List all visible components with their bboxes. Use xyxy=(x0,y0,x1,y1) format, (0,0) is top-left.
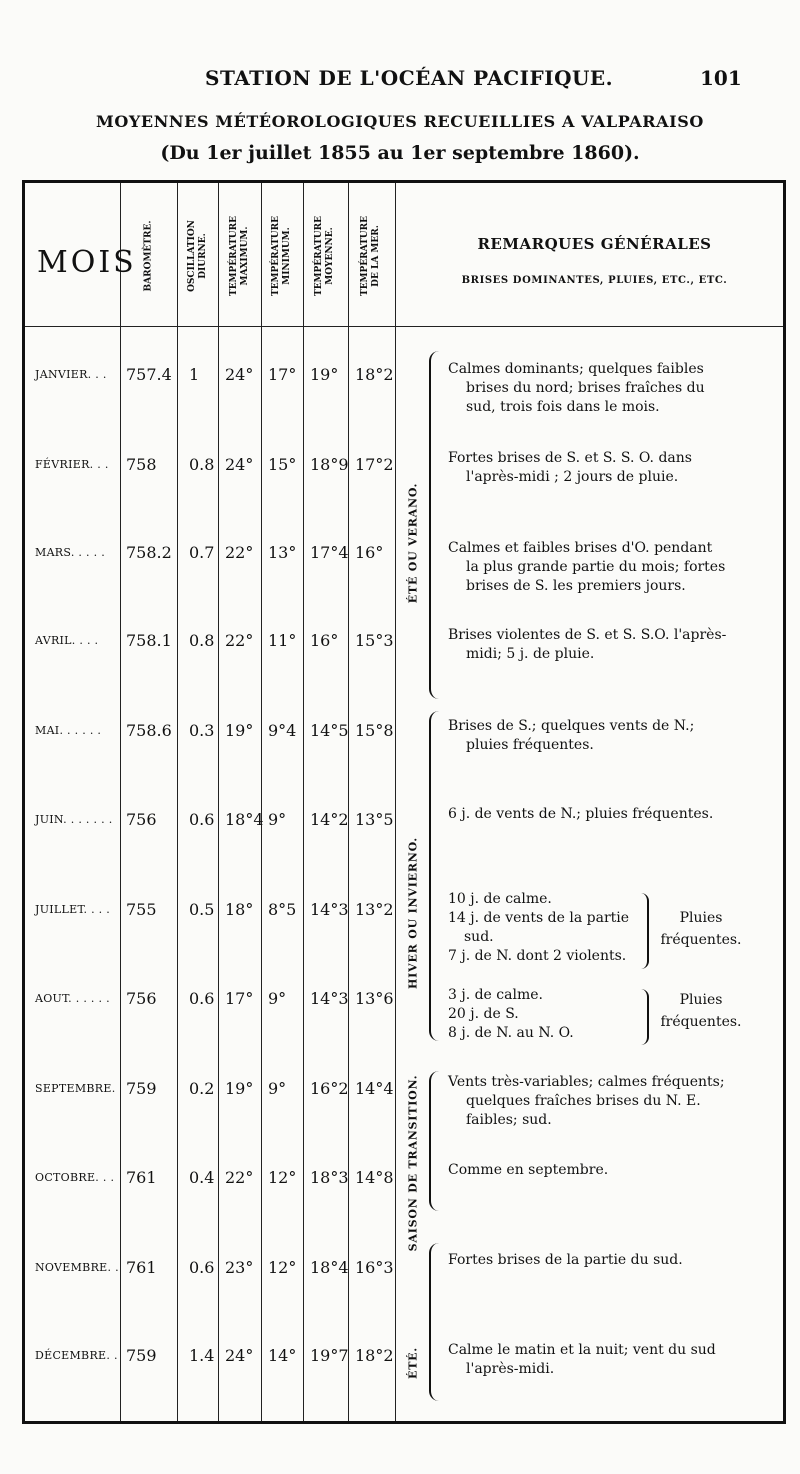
temp-moy-cell: 14°5 xyxy=(310,721,349,740)
temp-moy-cell: 17°4 xyxy=(310,543,349,562)
remark-aout-pluies: Pluies fréquentes. xyxy=(660,992,742,1030)
month-cell: MAI. . . . . . xyxy=(35,724,102,737)
temp-moy-cell: 18°9 xyxy=(310,455,349,474)
oscillation-cell: 0.7 xyxy=(189,543,215,562)
temp-min-cell: 14° xyxy=(268,1346,297,1365)
remark-juillet-pluies: Pluies fréquentes. xyxy=(660,910,742,948)
oscillation-cell: 1 xyxy=(189,365,200,384)
season-transition: SAISON DE TRANSITION. xyxy=(406,1074,420,1252)
temp-max-cell: 22° xyxy=(225,543,254,562)
temp-mer-cell: 16°3 xyxy=(355,1258,394,1277)
month-cell: JUILLET. . . . xyxy=(35,903,111,916)
rain-brace xyxy=(637,893,649,969)
running-title: STATION DE L'OCÉAN PACIFIQUE. xyxy=(205,66,614,90)
month-cell: JUIN. . . . . . . xyxy=(35,813,113,826)
oscillation-cell: 0.3 xyxy=(189,721,215,740)
temp-max-cell: 22° xyxy=(225,1168,254,1187)
oscillation-cell: 0.4 xyxy=(189,1168,215,1187)
barometre-cell: 757.4 xyxy=(126,365,172,384)
remarks-header: REMARQUES GÉNÉRALES xyxy=(477,235,712,253)
oscillation-header: OSCILLATION DIURNE. xyxy=(187,219,208,292)
page-number: 101 xyxy=(700,66,742,90)
temp-min-cell: 12° xyxy=(268,1168,297,1187)
rain-brace xyxy=(637,989,649,1045)
month-cell: SEPTEMBRE. xyxy=(35,1082,116,1095)
oscillation-cell: 0.2 xyxy=(189,1079,215,1098)
temp-moy-cell: 19° xyxy=(310,365,339,384)
table-subtitle: (Du 1er juillet 1855 au 1er septembre 1860). xyxy=(160,142,640,164)
oscillation-cell: 0.8 xyxy=(189,455,215,474)
header-rule xyxy=(25,326,783,327)
temp-mer-cell: 13°5 xyxy=(355,810,394,829)
temp-min-cell: 8°5 xyxy=(268,900,297,919)
remark-decembre: Calme le matin et la nuit; vent du sud l'après-midi. xyxy=(448,1342,716,1377)
temp-min-cell: 13° xyxy=(268,543,297,562)
oscillation-cell: 0.6 xyxy=(189,810,215,829)
temp-mer-cell: 13°6 xyxy=(355,989,394,1008)
barometre-cell: 761 xyxy=(126,1258,157,1277)
temp-mer-cell: 18°2 xyxy=(355,365,394,384)
month-cell: FÉVRIER. . . xyxy=(35,458,109,471)
temp-min-cell: 9° xyxy=(268,989,287,1008)
barometre-header: BAROMÈTRE. xyxy=(143,220,154,291)
remark-fevrier: Fortes brises de S. et S. S. O. dans l'après-midi ; 2 jours de pluie. xyxy=(448,450,692,485)
season-brace xyxy=(429,351,441,699)
remark-janvier: Calmes dominants; quelques faibles brises du nord; brises fraîches du sud, trois fois dans le mois. xyxy=(448,361,705,415)
temp-mer-cell: 18°2 xyxy=(355,1346,394,1365)
temp-min-cell: 9° xyxy=(268,810,287,829)
temp-max-cell: 19° xyxy=(225,1079,254,1098)
temp-min-cell: 15° xyxy=(268,455,297,474)
remark-juillet: 10 j. de calme. 14 j. de vents de la partie sud. 7 j. de N. dont 2 violents. xyxy=(448,891,630,964)
temp-max-cell: 17° xyxy=(225,989,254,1008)
temp-max-cell: 18° xyxy=(225,900,254,919)
temp-moy-cell: 14°3 xyxy=(310,900,349,919)
barometre-cell: 759 xyxy=(126,1079,157,1098)
temp-moy-cell: 14°3 xyxy=(310,989,349,1008)
month-cell: AVRIL. . . . xyxy=(35,634,99,647)
month-cell: JANVIER. . . xyxy=(35,368,107,381)
temp-moy-header: TEMPÉRATURE MOYENNE. xyxy=(314,215,335,296)
temp-max-cell: 19° xyxy=(225,721,254,740)
season-brace xyxy=(429,1243,441,1401)
remark-novembre: Fortes brises de la partie du sud. xyxy=(448,1252,683,1268)
barometre-cell: 758 xyxy=(126,455,157,474)
temp-mer-cell: 15°8 xyxy=(355,721,394,740)
page-header xyxy=(0,66,800,96)
temp-moy-cell: 19°7 xyxy=(310,1346,349,1365)
temp-max-cell: 24° xyxy=(225,455,254,474)
month-cell: AOUT. . . . . . xyxy=(35,992,110,1005)
oscillation-cell: 1.4 xyxy=(189,1346,215,1365)
season-brace xyxy=(429,1071,441,1211)
temp-max-cell: 23° xyxy=(225,1258,254,1277)
remark-mai: Brises de S.; quelques vents de N.; pluies fréquentes. xyxy=(448,718,695,753)
month-cell: DÉCEMBRE. . xyxy=(35,1349,118,1362)
temp-min-cell: 9°4 xyxy=(268,721,297,740)
season-ete: ÉTÉ. xyxy=(406,1347,420,1379)
remark-aout: 3 j. de calme. 20 j. de S. 8 j. de N. au N. O. xyxy=(448,987,574,1041)
temp-mer-header: TEMPÉRATURE DE LA MER. xyxy=(360,215,381,296)
remark-avril: Brises violentes de S. et S. S.O. l'après- midi; 5 j. de pluie. xyxy=(448,627,727,662)
barometre-cell: 756 xyxy=(126,989,157,1008)
barometre-cell: 758.6 xyxy=(126,721,172,740)
temp-min-cell: 9° xyxy=(268,1079,287,1098)
remark-septembre: Vents très-variables; calmes fréquents; quelques fraîches brises du N. E. faibles; sud. xyxy=(448,1074,725,1128)
temp-max-header: TEMPÉRATURE MAXIMUM. xyxy=(229,215,250,296)
temp-moy-cell: 14°2 xyxy=(310,810,349,829)
temp-max-cell: 22° xyxy=(225,631,254,650)
barometre-cell: 758.2 xyxy=(126,543,172,562)
temp-min-cell: 11° xyxy=(268,631,297,650)
temp-mer-cell: 17°2 xyxy=(355,455,394,474)
temp-min-cell: 17° xyxy=(268,365,297,384)
temp-mer-cell: 15°3 xyxy=(355,631,394,650)
table-title: MOYENNES MÉTÉOROLOGIQUES RECUEILLIES A VALPARAISO xyxy=(96,112,704,131)
temp-max-cell: 18°4 xyxy=(225,810,264,829)
remark-mars: Calmes et faibles brises d'O. pendant la plus grande partie du mois; fortes brises de S. les premiers jours. xyxy=(448,540,726,594)
season-ete-verano: ÉTÉ OU VERANO. xyxy=(406,482,420,604)
barometre-cell: 759 xyxy=(126,1346,157,1365)
temp-mer-cell: 14°8 xyxy=(355,1168,394,1187)
temp-moy-cell: 18°3 xyxy=(310,1168,349,1187)
remarks-subheader: BRISES DOMINANTES, PLUIES, ETC., ETC. xyxy=(461,275,728,286)
barometre-cell: 758.1 xyxy=(126,631,172,650)
temp-moy-cell: 16°2 xyxy=(310,1079,349,1098)
oscillation-cell: 0.5 xyxy=(189,900,215,919)
temp-max-cell: 24° xyxy=(225,365,254,384)
barometre-cell: 755 xyxy=(126,900,157,919)
temp-moy-cell: 18°4 xyxy=(310,1258,349,1277)
temp-min-header: TEMPÉRATURE MINIMUM. xyxy=(271,215,292,296)
temp-mer-cell: 16° xyxy=(355,543,384,562)
temp-mer-cell: 14°4 xyxy=(355,1079,394,1098)
month-cell: OCTOBRE. . . xyxy=(35,1171,115,1184)
oscillation-cell: 0.6 xyxy=(189,989,215,1008)
month-cell: NOVEMBRE. . xyxy=(35,1261,119,1274)
oscillation-cell: 0.8 xyxy=(189,631,215,650)
month-cell: MARS. . . . . xyxy=(35,546,106,559)
remark-octobre: Comme en septembre. xyxy=(448,1162,609,1178)
mois-header: MOIS xyxy=(37,245,137,280)
temp-min-cell: 12° xyxy=(268,1258,297,1277)
meteo-table xyxy=(22,180,786,1424)
temp-moy-cell: 16° xyxy=(310,631,339,650)
temp-mer-cell: 13°2 xyxy=(355,900,394,919)
temp-max-cell: 24° xyxy=(225,1346,254,1365)
season-brace xyxy=(429,711,441,1041)
remark-juin: 6 j. de vents de N.; pluies fréquentes. xyxy=(448,806,714,822)
oscillation-cell: 0.6 xyxy=(189,1258,215,1277)
barometre-cell: 756 xyxy=(126,810,157,829)
season-hiver: HIVER OU INVIERNO. xyxy=(406,836,420,990)
barometre-cell: 761 xyxy=(126,1168,157,1187)
